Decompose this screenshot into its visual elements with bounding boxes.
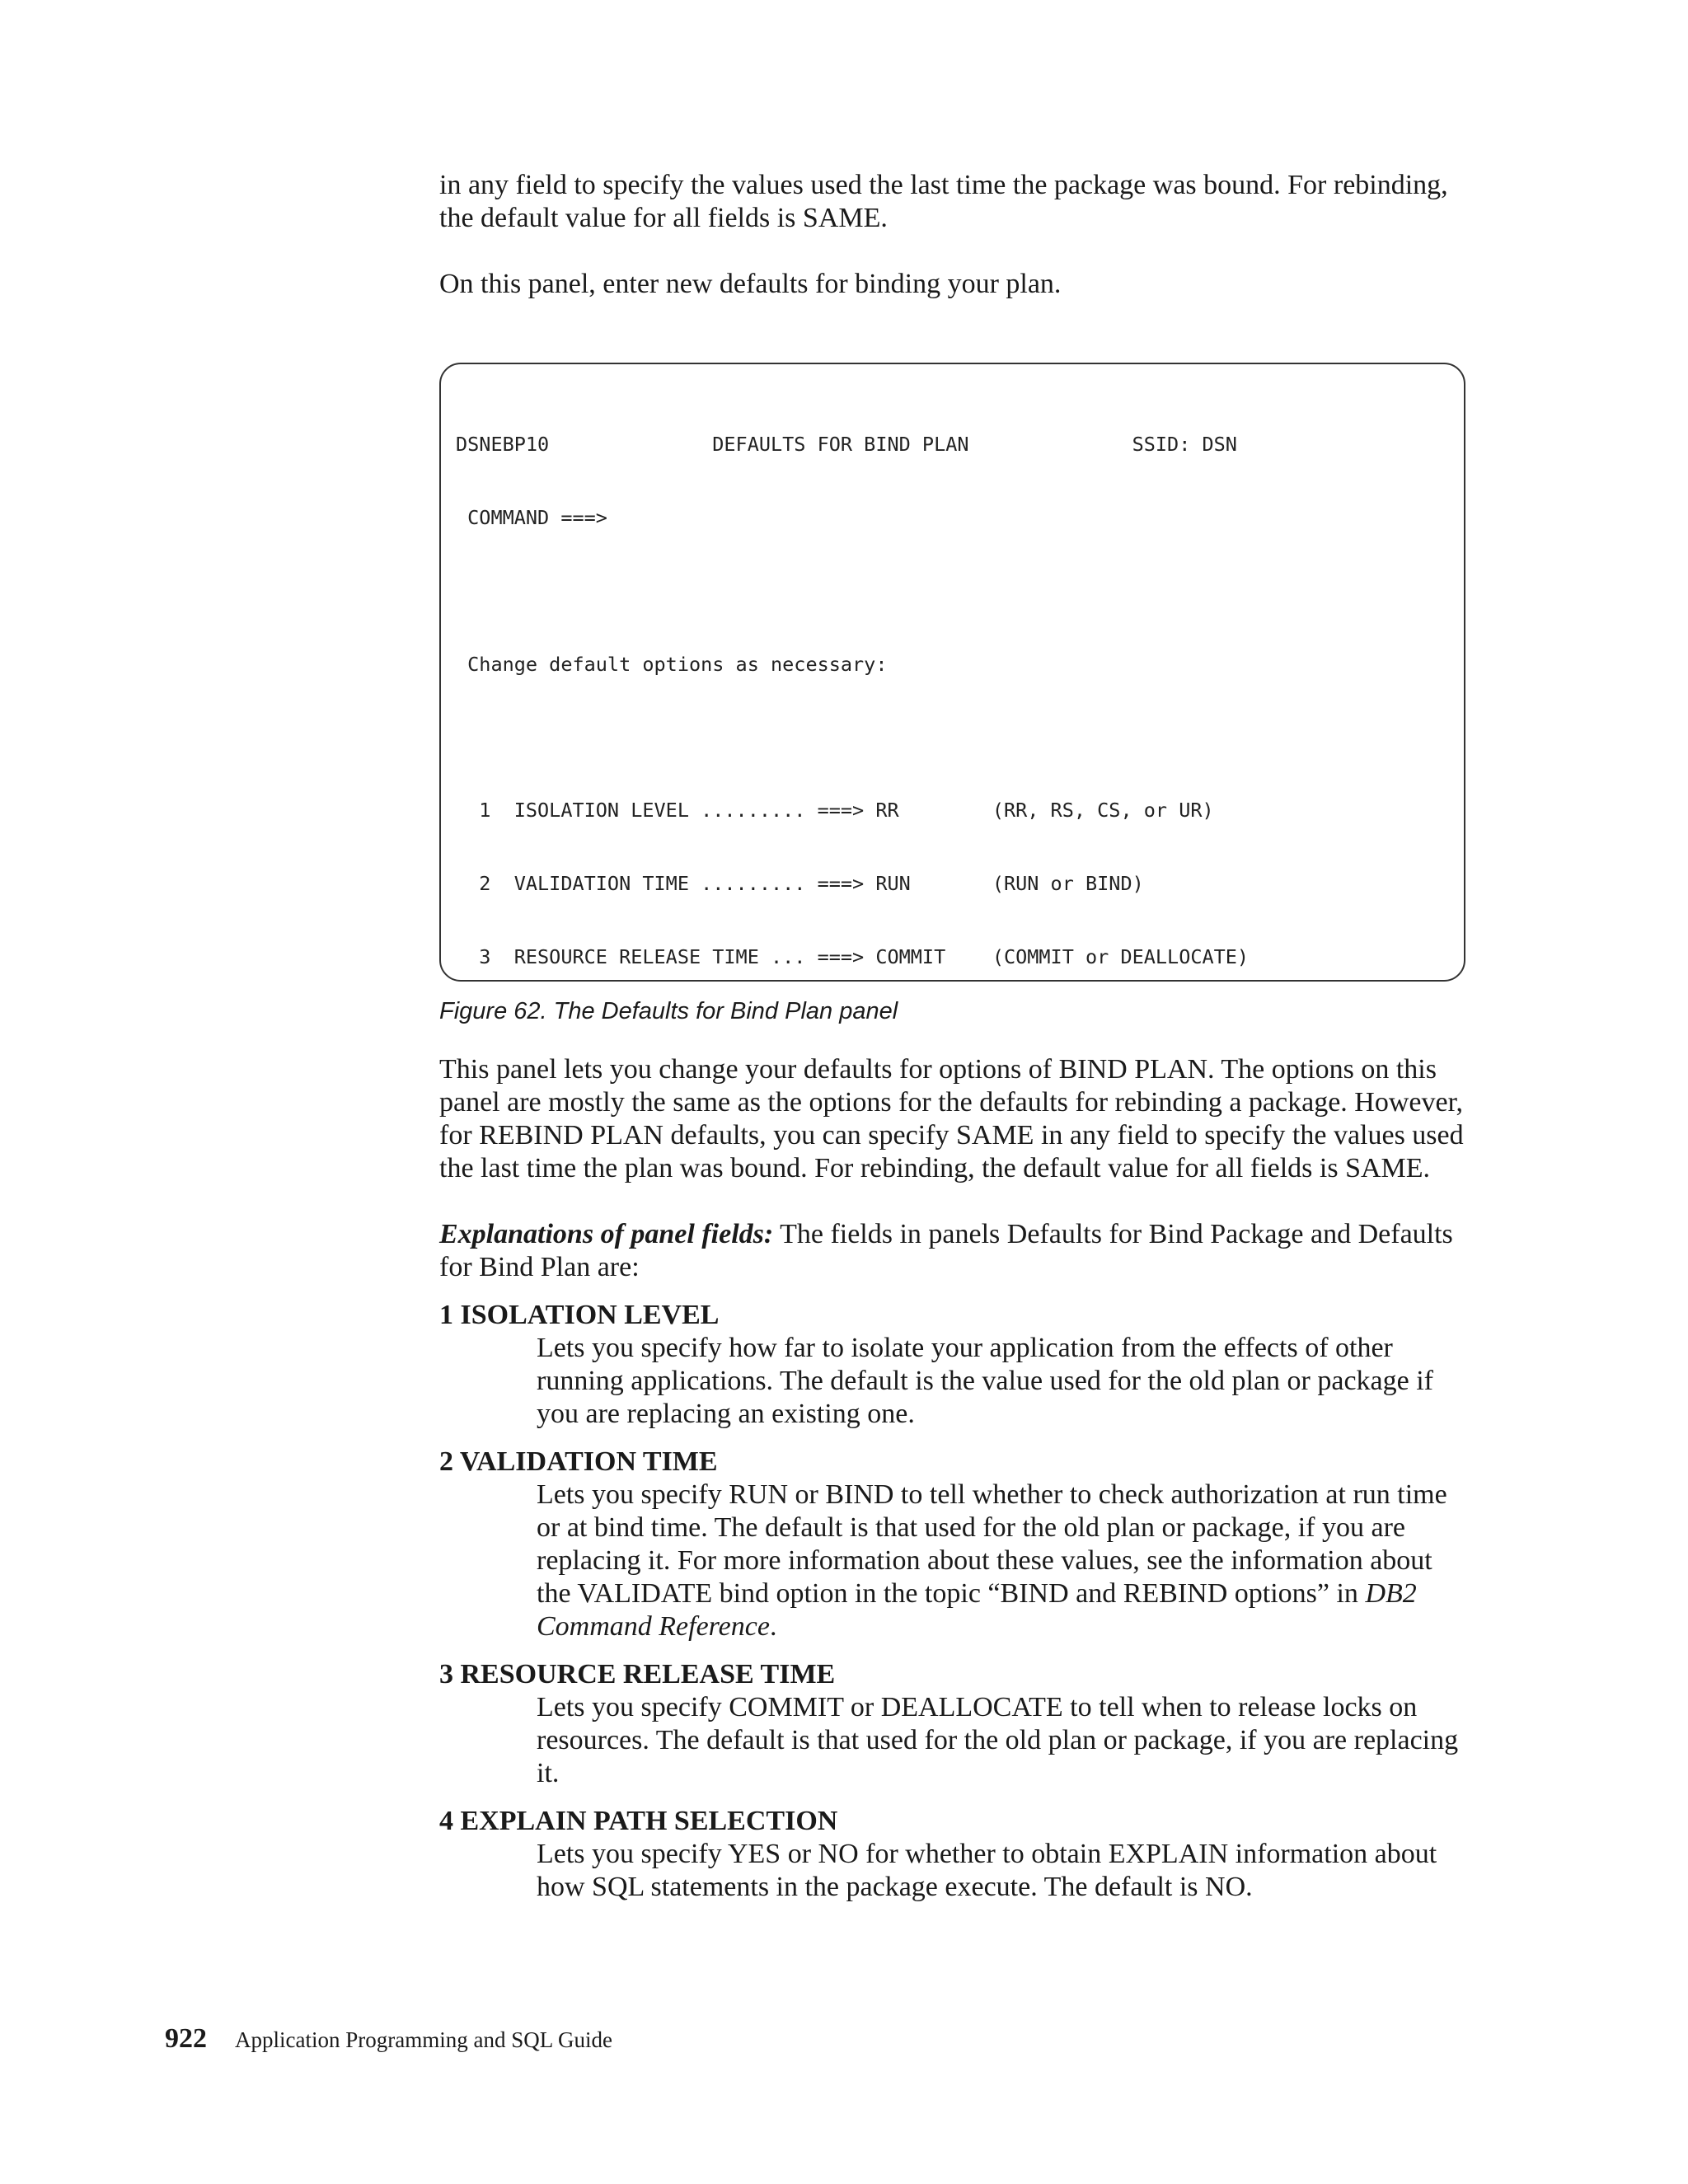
field-term: 4 EXPLAIN PATH SELECTION (439, 1806, 838, 1836)
panel-instruction-line: Change default options as necessary: (456, 652, 888, 676)
field-term: 2 VALIDATION TIME (439, 1446, 718, 1477)
page-number: 922 (165, 2023, 207, 2054)
explanations-text: The fields in panels Defaults for Bind Package and Defaults for Bind Plan are: (439, 1219, 1453, 1282)
option-row-validation-time: 2 VALIDATION TIME ......... ===> RUN (RUN or BIND) (456, 871, 1144, 895)
panel-header-line: DSNEBP10 DEFAULTS FOR BIND PLAN SSID: DSN (456, 433, 1237, 457)
figure-caption: Figure 62. The Defaults for Bind Plan panel (439, 998, 898, 1024)
explanations-heading: Explanations of panel fields: (439, 1219, 774, 1249)
option-row-resource-release-time: 3 RESOURCE RELEASE TIME ... ===> COMMIT (COMMIT or DEALLOCATE) (456, 944, 1250, 968)
panel-blank-line (456, 725, 1452, 750)
field-description: Lets you specify how far to isolate your application from the effects of other running applications. The default is the value used for the old plan or package if you are replacing an existing one. (537, 1333, 1433, 1429)
page-content (439, 169, 1465, 1904)
field-definition (439, 1446, 1465, 1643)
panel-blank-line (456, 579, 1452, 604)
field-description-end: . (769, 1611, 777, 1642)
book-reference: DB2 Command Reference (537, 1578, 1417, 1642)
intro-instruction: On this panel, enter new defaults for binding your plan. (439, 269, 1062, 299)
explanations-paragraph (439, 1218, 1465, 1284)
field-definition (439, 1299, 1465, 1431)
field-description: Lets you specify YES or NO for whether to obtain EXPLAIN information about how SQL statements in the package execute. The default is NO. (537, 1839, 1437, 1902)
intro-paragraph: in any field to specify the values used the last time the package was bound. For rebinding, the default value for all fields is SAME. (439, 170, 1448, 233)
field-definition (439, 1805, 1465, 1904)
body-paragraph: This panel lets you change your defaults for options of BIND PLAN. The options on this panel are mostly the same as the options for the defaults for rebinding a package. However, for REBIND PLAN defaults, you can specify SAME in any field to specify the values used the last time the plan was bound. For rebinding, the default value for all fields is SAME. (439, 1054, 1464, 1183)
book-title: Application Programming and SQL Guide (235, 2027, 612, 2052)
defaults-bind-plan-panel (439, 363, 1465, 982)
field-description: Lets you specify COMMIT or DEALLOCATE to tell when to release locks on resources. The default is that used for the old plan or package, if you are replacing it. (537, 1692, 1459, 1788)
field-term: 3 RESOURCE RELEASE TIME (439, 1659, 836, 1690)
option-row-isolation-level: 1 ISOLATION LEVEL ......... ===> RR (RR, RS, CS, or UR) (456, 799, 1214, 823)
field-term: 1 ISOLATION LEVEL (439, 1300, 720, 1330)
field-description (537, 1479, 1465, 1643)
field-definition (439, 1658, 1465, 1790)
command-line: COMMAND ===> (456, 505, 607, 529)
field-description-text: Lets you specify RUN or BIND to tell whether to check authorization at run time or at bind time. The default is that used for the old plan or package, if you are replacing it. For more information about these values, see the information about the VALIDATE bind option in the topic “BIND and REBIND options” in (537, 1479, 1447, 1609)
page-footer (165, 2023, 612, 2055)
